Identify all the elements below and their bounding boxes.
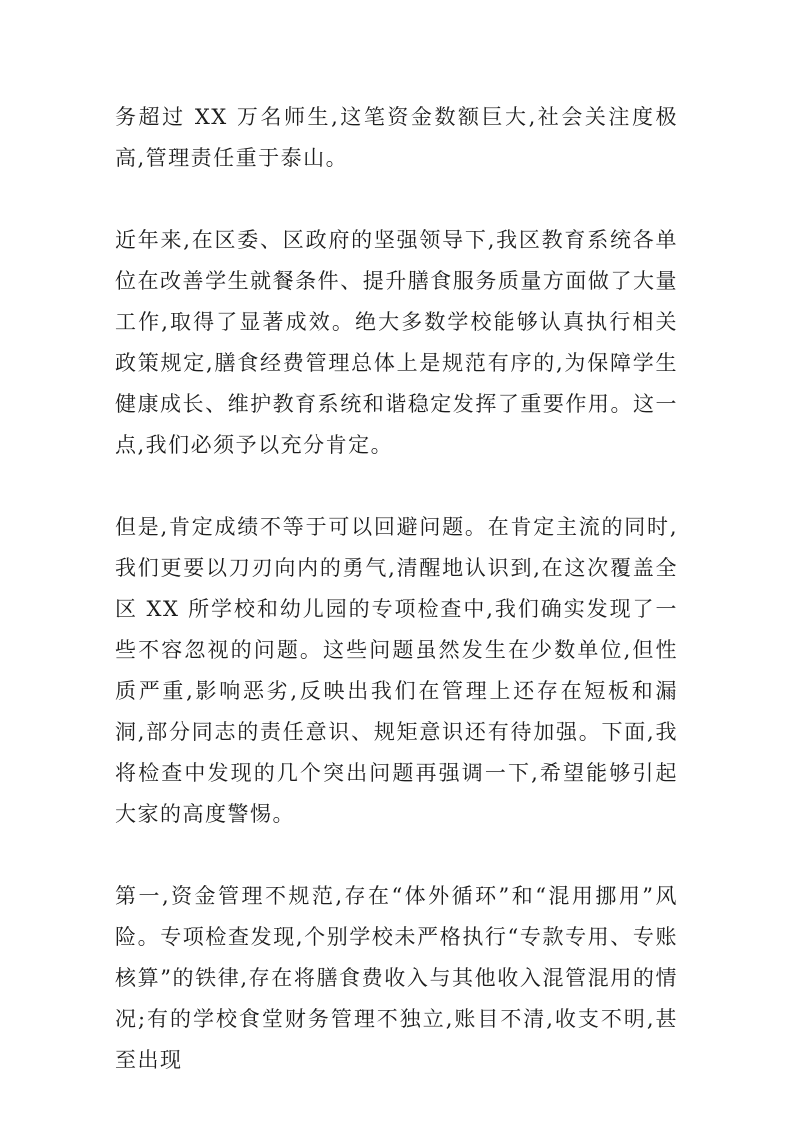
paragraph-1: 务超过 XX 万名师生,这笔资金数额巨大,社会关注度极高,管理责任重于泰山。 <box>115 105 678 170</box>
paragraph-3: 但是,肯定成绩不等于可以回避问题。在肯定主流的同时,我们更要以刀刃向内的勇气,清醒地认识到,在这次覆盖全区 XX 所学校和幼儿园的专项检查中,我们确实发现了一些不容忽视的问题。这些问题虽然发生在少数单位,但性质严重,影响恶劣,反映出我们在管理上还存在短板和漏洞,部分同志的责任意识、规矩意识还有待加强。下面,我将检查中发现的几个突出问题再强调一下,希望能够引起大家的高度警惕。 <box>115 515 678 826</box>
document-body <box>115 97 678 1081</box>
paragraph-4: 第一,资金管理不规范,存在“体外循环”和“混用挪用”风险。专项检查发现,个别学校未严格执行“专款专用、专账核算”的铁律,存在将膳食费收入与其他收入混管混用的情况;有的学校食堂财务管理不独立,账目不清,收支不明,甚至出现 <box>115 884 678 1072</box>
paragraph-2: 近年来,在区委、区政府的坚强领导下,我区教育系统各单位在改善学生就餐条件、提升膳食服务质量方面做了大量工作,取得了显著成效。绝大多数学校能够认真执行相关政策规定,膳食经费管理总体上是规范有序的,为保障学生健康成长、维护教育系统和谐稳定发挥了重要作用。这一点,我们必须予以充分肯定。 <box>115 228 678 457</box>
